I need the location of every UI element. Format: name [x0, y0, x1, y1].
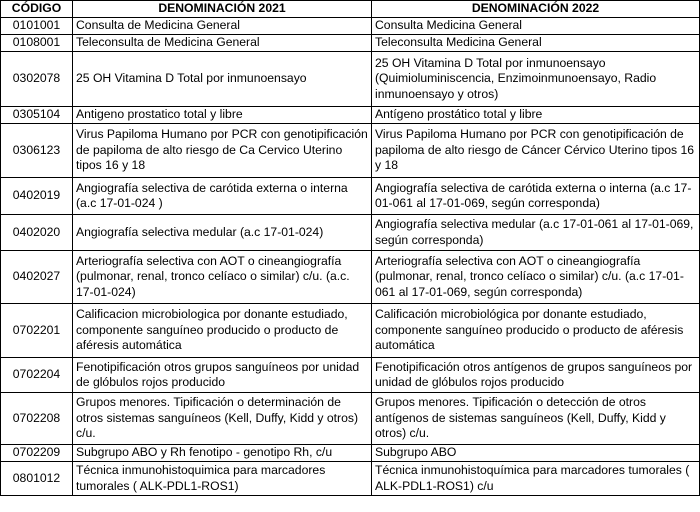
row-code: 0402027: [1, 251, 73, 304]
row-denominacion-2021: Subgrupo ABO y Rh fenotipo - genotipo Rh, c/u: [73, 445, 372, 462]
row-denominacion-2021: Consulta de Medicina General: [73, 18, 372, 35]
row-denominacion-2021: Angiografía selectiva de carótida externa o interna (a.c 17-01-024 ): [73, 178, 372, 215]
row-code: 0702204: [1, 358, 73, 393]
row-denominacion-2021: Grupos menores. Tipificación o determinación de otros sistemas sanguíneos (Kell, Duffy, Kidd y otros) c/u.: [73, 393, 372, 445]
row-code: 0702208: [1, 393, 73, 445]
row-denominacion-2022: Consulta Medicina General: [372, 18, 700, 35]
table-row: [1, 251, 700, 304]
row-denominacion-2022: Subgrupo ABO: [372, 445, 700, 462]
row-code: 0801012: [1, 462, 73, 496]
row-denominacion-2022: Calificación microbiológica por donante estudiado, componente sanguíneo producido o producto de aféresis automática: [372, 304, 700, 358]
table-row: [1, 52, 700, 107]
row-denominacion-2022: Técnica inmunohistoquímica para marcadores tumorales ( ALK-PDL1-ROS1) c/u: [372, 462, 700, 496]
row-denominacion-2021: Fenotipificación otros grupos sanguíneos por unidad de glóbulos rojos producido: [73, 358, 372, 393]
row-denominacion-2022: Angiografía selectiva medular (a.c 17-01-061 al 17-01-069, según corresponda): [372, 215, 700, 251]
row-code: 0305104: [1, 107, 73, 124]
header-denominacion-2022: DENOMINACIÓN 2022: [372, 1, 700, 18]
row-code: 0306123: [1, 124, 73, 178]
header-denominacion-2021: DENOMINACIÓN 2021: [73, 1, 372, 18]
row-denominacion-2021: Virus Papiloma Humano por PCR con genotipificación de papiloma de alto riesgo de Ca Cervico Uterino tipos 16 y 18: [73, 124, 372, 178]
table-row: [1, 462, 700, 496]
row-denominacion-2022: Teleconsulta Medicina General: [372, 35, 700, 52]
row-denominacion-2022: Grupos menores. Tipificación o detección de otros antígenos de sistemas sanguíneos (Kell, Duffy, Kidd y otros) c/u.: [372, 393, 700, 445]
row-denominacion-2021: Antigeno prostatico total y libre: [73, 107, 372, 124]
header-code: CÓDIGO: [1, 1, 73, 18]
row-denominacion-2022: Angiografía selectiva de carótida externa o interna (a.c 17-01-061 al 17-01-069, según corresponda): [372, 178, 700, 215]
row-denominacion-2021: Teleconsulta de Medicina General: [73, 35, 372, 52]
row-code: 0402020: [1, 215, 73, 251]
table-row: [1, 358, 700, 393]
table-row: [1, 304, 700, 358]
row-code: 0702201: [1, 304, 73, 358]
table-row: [1, 35, 700, 52]
header-row: [1, 1, 700, 18]
table-row: [1, 18, 700, 35]
table-row: [1, 215, 700, 251]
row-code: 0302078: [1, 52, 73, 107]
row-denominacion-2022: Arteriografía selectiva con AOT o cineangiografía (pulmonar, renal, tronco celíaco o similar) c/u. (a.c 17-01-061 al 17-01-069, según corresponda): [372, 251, 700, 304]
table-row: [1, 107, 700, 124]
row-code: 0702209: [1, 445, 73, 462]
row-denominacion-2021: 25 OH Vitamina D Total por inmunoensayo: [73, 52, 372, 107]
row-code: 0101001: [1, 18, 73, 35]
table-row: [1, 124, 700, 178]
table-row: [1, 393, 700, 445]
row-denominacion-2022: Antígeno prostático total y libre: [372, 107, 700, 124]
row-denominacion-2021: Angiografía selectiva medular (a.c 17-01-024): [73, 215, 372, 251]
row-denominacion-2021: Calificacion microbiologica por donante estudiado, componente sanguíneo producido o producto de aféresis automática: [73, 304, 372, 358]
row-denominacion-2021: Arteriografía selectiva con AOT o cineangiografía (pulmonar, renal, tronco celíaco o similar) c/u. (a.c. 17-01-024): [73, 251, 372, 304]
table-row: [1, 178, 700, 215]
row-denominacion-2022: 25 OH Vitamina D Total por inmunoensayo (Quimioluminiscencia, Enzimoinmunoensayo, Radio inmunoensayo y otros): [372, 52, 700, 107]
row-denominacion-2022: Virus Papiloma Humano por PCR con genotipificación de papiloma de alto riesgo de Cáncer Cérvico Uterino tipos 16 y 18: [372, 124, 700, 178]
row-code: 0108001: [1, 35, 73, 52]
table-row: [1, 445, 700, 462]
row-code: 0402019: [1, 178, 73, 215]
row-denominacion-2022: Fenotipificación otros antígenos de grupos sanguíneos por unidad de glóbulos rojos producido: [372, 358, 700, 393]
row-denominacion-2021: Técnica inmunohistoquimica para marcadores tumorales ( ALK-PDL1-ROS1): [73, 462, 372, 496]
